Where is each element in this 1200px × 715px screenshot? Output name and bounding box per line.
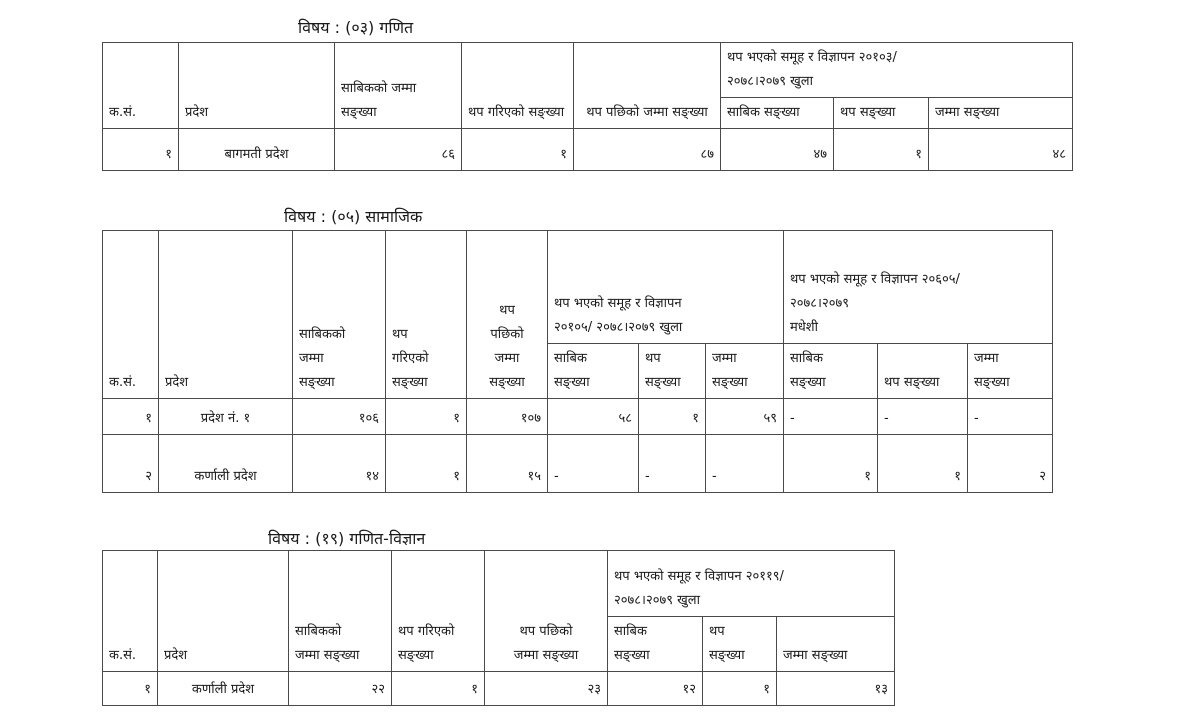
cell-group2-previous: -	[784, 399, 878, 435]
cell-group-added: १	[639, 399, 706, 435]
cell-group-total: -	[706, 435, 784, 493]
header-line: पछिको	[490, 327, 524, 342]
header-line: साबिकको	[295, 624, 342, 639]
header-sub-added	[639, 344, 706, 399]
header-group-line: २०७८।२०७९ खुला	[614, 593, 700, 608]
header-sub-previous	[548, 344, 639, 399]
header-sub-total	[706, 344, 784, 399]
header-line: जम्मा सङ्ख्या	[513, 648, 579, 663]
cell-province: बागमती प्रदेश	[179, 129, 335, 171]
header-line: सङ्ख्या	[489, 375, 525, 390]
header-group-line: थप भएको समूह र विज्ञापन २०१०३/	[727, 50, 897, 65]
cell-after-total: ८७	[574, 129, 721, 171]
cell-group-total: १३	[777, 672, 895, 706]
header-line: साबिक	[790, 351, 823, 366]
header-line: जम्मा	[494, 351, 520, 366]
header-line: जम्मा सङ्ख्या	[295, 648, 360, 663]
cell-group2-added: १	[878, 435, 968, 493]
cell-after-total: १०७	[467, 399, 548, 435]
cell-group-previous: ५८	[548, 399, 639, 435]
table-row	[103, 129, 1073, 171]
header-province: प्रदेश	[158, 551, 289, 672]
header-after-total	[485, 551, 608, 672]
header-line: थप पछिको	[519, 624, 573, 639]
cell-group-previous: -	[548, 435, 639, 493]
header-line: सङ्ख्या	[614, 648, 650, 663]
cell-group2-previous: १	[784, 435, 878, 493]
header-previous-total	[289, 551, 392, 672]
header-line: जम्मा सङ्ख्या	[783, 648, 848, 663]
header-added	[392, 551, 485, 672]
cell-group-added: १	[834, 129, 929, 171]
subject-title-social: विषय : (०५) सामाजिक	[284, 207, 423, 226]
header-group-open	[548, 231, 784, 344]
header-sub-total	[777, 617, 895, 672]
header-group-madheshi	[784, 231, 1053, 344]
header-added: थप गरिएको सङ्ख्या	[462, 43, 574, 129]
cell-group-added: -	[639, 435, 706, 493]
header-group-line: २०७८।२०७९ खुला	[727, 74, 813, 89]
header-added	[386, 231, 467, 399]
header-line: साबिकको	[299, 327, 346, 342]
header-serial: क.सं.	[103, 43, 179, 129]
header-serial: क.सं.	[103, 551, 158, 672]
cell-group-total: ४८	[929, 129, 1073, 171]
header-line: सङ्ख्या	[392, 375, 428, 390]
header-line: साबिक	[614, 624, 647, 639]
header-line: जम्मा	[712, 351, 737, 366]
header-line: थप	[709, 624, 725, 639]
cell-group-total: ५९	[706, 399, 784, 435]
cell-group2-total: -	[968, 399, 1053, 435]
header-group-open	[608, 551, 895, 617]
cell-previous-total: १४	[293, 435, 386, 493]
cell-serial: १	[103, 399, 159, 435]
table-row	[103, 399, 1053, 435]
cell-added: १	[386, 435, 467, 493]
header-line: साबिक	[554, 351, 587, 366]
cell-previous-total: १०६	[293, 399, 386, 435]
cell-group-previous: १२	[608, 672, 703, 706]
header-line: थप गरिएको	[398, 624, 455, 639]
header-sub-added	[703, 617, 777, 672]
cell-added: १	[392, 672, 485, 706]
header-group-line: थप भएको समूह र विज्ञापन	[554, 296, 682, 311]
header-group-line: थप भएको समूह र विज्ञापन २०११९/	[614, 569, 784, 584]
table-row	[103, 435, 1053, 493]
header-line: सङ्ख्या	[790, 375, 826, 390]
cell-serial: १	[103, 129, 179, 171]
header-province: प्रदेश	[159, 231, 293, 399]
header-previous-total	[293, 231, 386, 399]
header-group-line: २०७८।२०७९	[790, 296, 850, 311]
cell-serial: १	[103, 672, 158, 706]
header-sub-total: जम्मा सङ्ख्या	[929, 98, 1073, 129]
header-line: थप सङ्ख्या	[884, 375, 940, 390]
header-sub-total	[968, 344, 1053, 399]
cell-added: १	[386, 399, 467, 435]
social-quota-table	[102, 230, 1053, 493]
cell-group-added: १	[703, 672, 777, 706]
cell-province: कर्णाली प्रदेश	[158, 672, 289, 706]
header-line: सङ्ख्या	[398, 648, 434, 663]
header-line: सङ्ख्या	[974, 375, 1010, 390]
header-sub-previous: साबिक सङ्ख्या	[721, 98, 834, 129]
header-line: जम्मा	[299, 351, 324, 366]
math-science-quota-table	[102, 550, 895, 706]
header-line: जम्मा	[974, 351, 999, 366]
cell-group2-total: २	[968, 435, 1053, 493]
cell-group-previous: ४७	[721, 129, 834, 171]
header-group-line: मधेशी	[790, 320, 818, 335]
header-line: थप	[499, 303, 515, 318]
cell-previous-total: २२	[289, 672, 392, 706]
header-previous-total: साबिकको जम्मा सङ्ख्या	[335, 43, 462, 129]
header-group-line: थप भएको समूह र विज्ञापन २०६०५/	[790, 272, 960, 287]
header-line: थप	[392, 327, 408, 342]
header-line: सङ्ख्या	[712, 375, 748, 390]
math-quota-table	[102, 42, 1073, 171]
cell-serial: २	[103, 435, 159, 493]
header-line: गरिएको	[392, 351, 429, 366]
header-sub-previous	[784, 344, 878, 399]
subject-title-math-science: विषय : (१९) गणित-विज्ञान	[268, 529, 426, 548]
cell-after-total: १५	[467, 435, 548, 493]
header-sub-previous	[608, 617, 703, 672]
subject-title-math: विषय : (०३) गणित	[298, 18, 414, 37]
cell-province: प्रदेश नं. १	[159, 399, 293, 435]
header-line: थप	[645, 351, 661, 366]
header-serial: क.सं.	[103, 231, 159, 399]
cell-after-total: २३	[485, 672, 608, 706]
header-line: सङ्ख्या	[645, 375, 681, 390]
header-line: सङ्ख्या	[299, 375, 335, 390]
cell-group2-added: -	[878, 399, 968, 435]
cell-added: १	[462, 129, 574, 171]
header-sub-added	[878, 344, 968, 399]
header-group-line: २०१०५/ २०७८।२०७९ खुला	[554, 320, 683, 335]
header-sub-added: थप सङ्ख्या	[834, 98, 929, 129]
cell-province: कर्णाली प्रदेश	[159, 435, 293, 493]
header-line: सङ्ख्या	[554, 375, 590, 390]
header-group-open	[721, 43, 1073, 98]
header-after-total: थप पछिको जम्मा सङ्ख्या	[574, 43, 721, 129]
header-line: सङ्ख्या	[709, 648, 745, 663]
header-province: प्रदेश	[179, 43, 335, 129]
cell-previous-total: ८६	[335, 129, 462, 171]
header-after-total	[467, 231, 548, 399]
table-row	[103, 672, 895, 706]
